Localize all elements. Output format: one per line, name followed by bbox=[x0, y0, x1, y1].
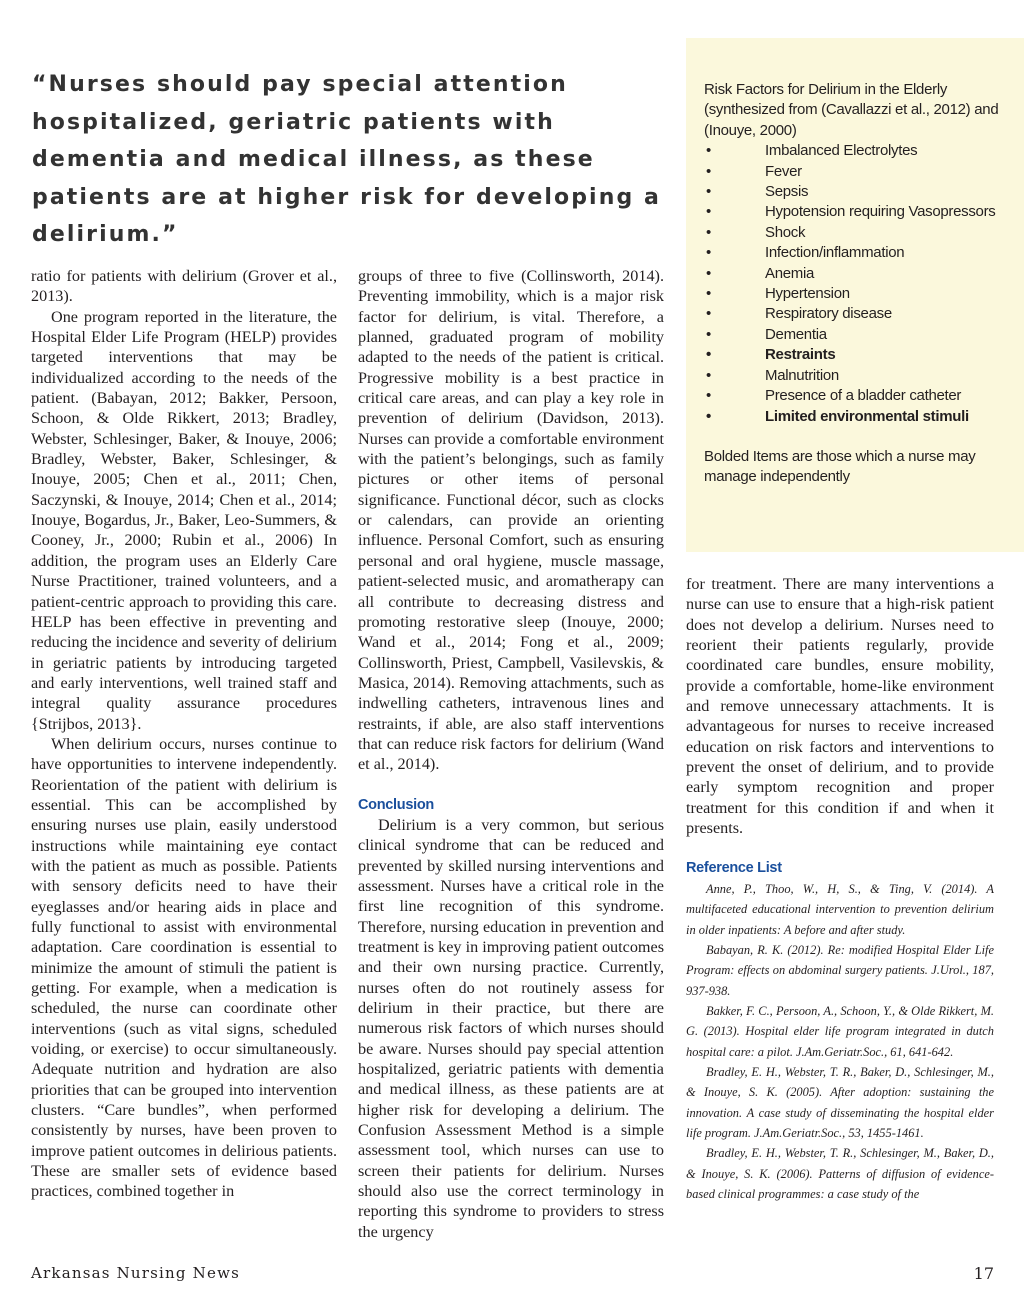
bullet-icon: • bbox=[706, 183, 711, 201]
article-column-2 bbox=[358, 266, 664, 1242]
risk-factors-sidebar bbox=[686, 38, 1024, 552]
risk-factor-label: Infection/inflammation bbox=[765, 244, 905, 262]
risk-factor-label: Dementia bbox=[765, 325, 827, 343]
risk-factor-item bbox=[704, 284, 1008, 304]
bullet-icon: • bbox=[706, 162, 711, 180]
bullet-icon: • bbox=[706, 203, 711, 221]
risk-factor-item bbox=[704, 182, 1008, 202]
reference-entry: Anne, P., Thoo, W., H, S., & Ting, V. (2014). A multifaceted educational intervention to prevention delirium in older inpatients: A before and after study. bbox=[686, 881, 994, 937]
reference-list bbox=[686, 858, 994, 1204]
risk-factor-item bbox=[704, 243, 1008, 263]
risk-factor-label: Hypotension requiring Vasopressors bbox=[765, 203, 996, 221]
bullet-icon: • bbox=[706, 366, 711, 384]
bullet-icon: • bbox=[706, 264, 711, 282]
risk-factor-label: Anemia bbox=[765, 264, 815, 282]
bullet-icon: • bbox=[706, 305, 711, 323]
paragraph: for treatment. There are many interventions a nurse can use to ensure that a high-risk patient does not develop a delirium. Nurses need to reorient their patients regularly, provide coordinated care bundles, ensure mobility, provide a comfortable, home-like environment and remove unnecessary attachments. It is advantageous for nurses to receive increased education on risk factors and interventions to prevent the onset of delirium, and to provide early symptom recognition and proper treatment for this condition if and when it presents. bbox=[686, 575, 994, 838]
paragraph: groups of three to five (Collinsworth, 2014). Preventing immobility, which is a major risk factor for delirium, is vital. Therefore, a planned, graduated program of mobility adapted to the needs of the patient is critical. Progressive mobility is a best practice in critical care areas, and can play a key role in prevention of delirium (Davidson, 2013). Nurses can provide a comfortable environment with the patient’s belongings, such as family pictures or other items of personal significance. Functional décor, such as clocks or calendars, can provide an orienting influence. Personal Comfort, such as ensuring personal and oral hygiene, muscle massage, patient-selected music, and aromatherapy can all contribute to decreasing distress and promoting restorative sleep (Inouye, 2000; Wand et al., 2014; Fong et al., 2009; Collinsworth, Priest, Campbell, Vasilevskis, & Masica, 2014). Removing attachments, such as indwelling catheters, intravenous lines and restraints, if able, are also staff interventions that can reduce risk factors for delirium (Wand et al., 2014). bbox=[358, 267, 664, 774]
paragraph: ratio for patients with delirium (Grover et al., 2013). bbox=[31, 267, 337, 306]
article-column-3 bbox=[686, 574, 994, 1204]
risk-factor-item bbox=[704, 345, 1008, 365]
reference-entry: Babayan, R. K. (2012). Re: modified Hospital Elder Life Program: effects on abdominal surgery patients. J.Urol., 187, 937-938. bbox=[686, 942, 994, 998]
risk-factor-label: Limited environmental stimuli bbox=[765, 407, 969, 425]
reference-list-heading: Reference List bbox=[686, 860, 782, 877]
paragraph: One program reported in the literature, the Hospital Elder Life Program (HELP) provides targeted interventions that may be individualized according to the needs of the patient. (Babayan, 2012; Bakker, Persoon, Schoon, & Olde Rikkert, 2013; Bradley, Webster, Schlesinger, Baker, & Inouye, 2006; Bradley, Webster, Baker, Schlesinger, & Inouye, 2005; Chen et al., 2011; Chen, Saczynski, & Inouye, 2014; Chen et al., 2014; Inouye, Bogardus, Jr., Baker, Leo-Summers, & Cooney, Jr., 2000; Rubin et al., 2006) In addition, the program uses an Elderly Care Nurse Practitioner, trained volunteers, and a patient-centric approach to providing this care. HELP has been effective in preventing and reducing the incidence and severity of delirium in geriatric patients by introducing targeted and early interventions, well trained staff and integral quality assurance procedures {Strijbos, 2013}. bbox=[31, 307, 337, 733]
paragraph: Delirium is a very common, but serious clinical syndrome that can be reduced and prevented by skilled nursing interventions and assessment. Nurses have a critical role in the first line recognition of this syndrome. Therefore, nursing education in prevention and treatment is key in improving patient outcomes and their own nursing practice. Currently, nurses often do not routinely assess for delirium in their practice, but there are numerous risk factors of which nurses should be aware. Nurses should pay special attention hospitalized, geriatric patients with dementia and medical illness, as these patients are at higher risk for developing a delirium. The Confusion Assessment Method is a simple assessment tool, which nurses can use to screen their patients for delirium. Nurses should also use the correct terminology in reporting this syndrome to providers to stress the urgency bbox=[358, 815, 664, 1241]
bullet-icon: • bbox=[706, 223, 711, 241]
risk-factor-label: Malnutrition bbox=[765, 366, 839, 384]
risk-factor-item bbox=[704, 141, 1008, 161]
pull-quote: “Nurses should pay special attention hospitalized, geriatric patients with dementia and medical illness, as these patients are at higher risk for developing a delirium.” bbox=[32, 72, 662, 247]
risk-factor-label: Hypertension bbox=[765, 285, 850, 303]
risk-factor-label: Shock bbox=[765, 223, 806, 241]
risk-factor-item bbox=[704, 407, 1008, 427]
risk-factor-label: Fever bbox=[765, 162, 802, 180]
paragraph: When delirium occurs, nurses continue to have opportunities to intervene independently. Reorientation of the patient with delirium is essential. This can be accomplished by ensuring nurses use plain, easily understood instructions while maintaining eye contact with the patient as much as possible. Patients with sensory deficits need to have their eyeglasses and/or hearing aids in place and fully functional to assist with environmental adaptation. Care coordination is essential to minimize the amount of stimuli the patient is getting. For example, when a medication is scheduled, the nurse can coordinate other interventions (such as vital signs, scheduled voiding, or exercise) to occur simultaneously. Adequate nutrition and hydration are also priorities that can be grouped into intervention clusters. “Care bundles”, when performed consistently by nurses, have been proven to improve patient outcomes in delirious patients. These are smaller sets of evidence based practices, combined together in bbox=[31, 734, 337, 1201]
risk-factor-item bbox=[704, 223, 1008, 243]
publication-name: Arkansas Nursing News bbox=[31, 1264, 241, 1282]
risk-factor-item bbox=[704, 304, 1008, 324]
risk-factor-item bbox=[704, 325, 1008, 345]
reference-entry: Bakker, F. C., Persoon, A., Schoon, Y., & Olde Rikkert, M. G. (2013). Hospital elder life program integrated in dutch hospital care: a pilot. J.Am.Geriatr.Soc., 61, 641-642. bbox=[686, 1003, 994, 1059]
risk-factor-label: Imbalanced Electrolytes bbox=[765, 142, 918, 160]
risk-factor-label: Respiratory disease bbox=[765, 305, 892, 323]
sidebar-title: Risk Factors for Delirium in the Elderly (synthesized from (Cavallazzi et al., 2012) and (Inouye, 2000) bbox=[704, 81, 999, 139]
reference-entry: Bradley, E. H., Webster, T. R., Schlesinger, M., Baker, D., & Inouye, S. K. (2006). Patterns of diffusion of evidence-based clinical programmes: a case study of the bbox=[686, 1146, 994, 1201]
risk-factor-item bbox=[704, 264, 1008, 284]
risk-factor-label: Sepsis bbox=[765, 183, 809, 201]
bullet-icon: • bbox=[706, 346, 711, 364]
risk-factor-label: Restraints bbox=[765, 346, 836, 364]
bullet-icon: • bbox=[706, 387, 711, 405]
bullet-icon: • bbox=[706, 407, 711, 425]
sidebar-note: Bolded Items are those which a nurse may manage independently bbox=[704, 447, 976, 486]
bullet-icon: • bbox=[706, 325, 711, 343]
conclusion-heading: Conclusion bbox=[358, 796, 434, 813]
bullet-icon: • bbox=[706, 285, 711, 303]
reference-entry: Bradley, E. H., Webster, T. R., Baker, D., Schlesinger, M., & Inouye, S. K. (2005). After adoption: sustaining the innovation. A case study of disseminating the hospital elder life program. J.Am.Geriatr.Soc., 53, 1455-1461. bbox=[686, 1064, 994, 1140]
risk-factor-list bbox=[704, 141, 1008, 427]
risk-factor-item bbox=[704, 386, 1008, 406]
bullet-icon: • bbox=[706, 142, 711, 160]
bullet-icon: • bbox=[706, 244, 711, 262]
page-number: 17 bbox=[973, 1264, 994, 1283]
risk-factor-item bbox=[704, 202, 1008, 222]
risk-factor-label: Presence of a bladder catheter bbox=[765, 387, 962, 405]
risk-factor-item bbox=[704, 162, 1008, 182]
risk-factor-item bbox=[704, 366, 1008, 386]
article-column-1 bbox=[31, 266, 337, 1202]
